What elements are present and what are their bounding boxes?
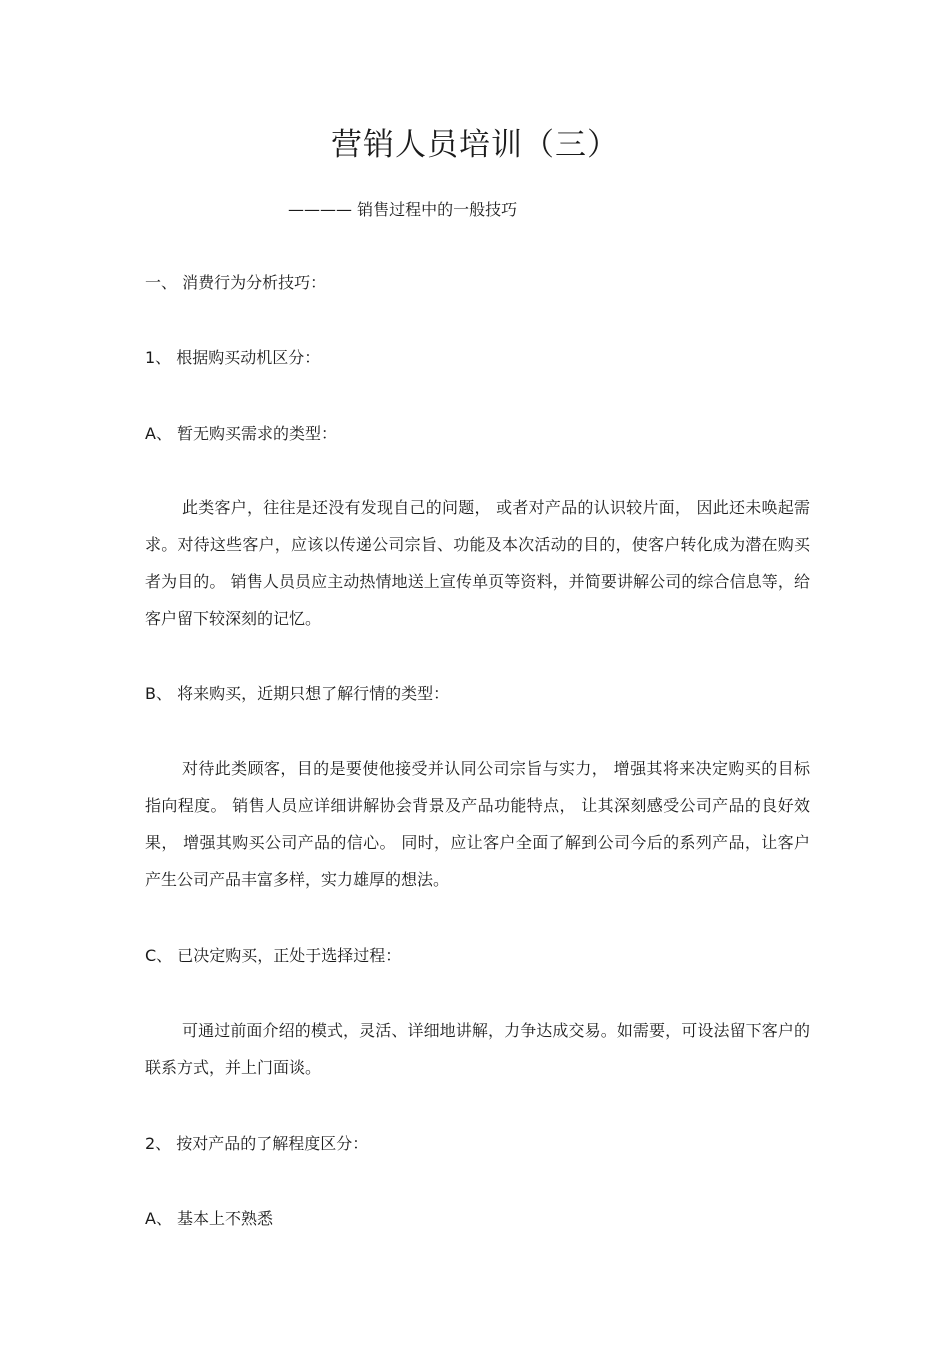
item-heading-a-no-demand: A、 暂无购买需求的类型：: [145, 424, 338, 443]
document-subtitle: ———— 销售过程中的一般技巧: [288, 200, 518, 219]
item-heading-b-future-purchase: B、 将来购买，近期只想了解行情的类型：: [145, 684, 450, 703]
item-heading-a-unfamiliar: A、 基本上不熟悉: [145, 1209, 274, 1228]
section-heading-consumer-behavior: 一、 消费行为分析技巧：: [145, 273, 327, 292]
paragraph-a-no-demand: 此类客户，往往是还没有发现自己的问题， 或者对产品的认识较片面， 因此还未唤起需求。对待这些客户，应该以传递公司宗旨、功能及本次活动的目的，使客户转化成为潜在购买者为目的。 销售人员员应主动热情地送上宣传单页等资料，并简要讲解公司的综合信息等，给客户留下较深刻的记忆。: [145, 498, 810, 628]
paragraph-c-decided: 可通过前面介绍的模式，灵活、详细地讲解，力争达成交易。如需要，可设法留下客户的联系方式，并上门面谈。: [145, 1021, 810, 1077]
item-heading-c-decided: C、 已决定购买，正处于选择过程：: [145, 946, 402, 965]
subsection-heading-purchase-motive: 1、 根据购买动机区分：: [145, 348, 321, 367]
document-title: 营销人员培训（三）: [331, 127, 619, 163]
paragraph-b-future-purchase: 对待此类顾客，目的是要使他接受并认同公司宗旨与实力， 增强其将来决定购买的目标指向程度。 销售人员应详细讲解协会背景及产品功能特点， 让其深刻感受公司产品的良好效果， 增强其购买公司产品的信心。 同时，应让客户全面了解到公司今后的系列产品，让客户产生公司产品丰富多样，实力雄厚的想法。: [145, 759, 810, 889]
subsection-heading-product-familiarity: 2、 按对产品的了解程度区分：: [145, 1134, 369, 1153]
